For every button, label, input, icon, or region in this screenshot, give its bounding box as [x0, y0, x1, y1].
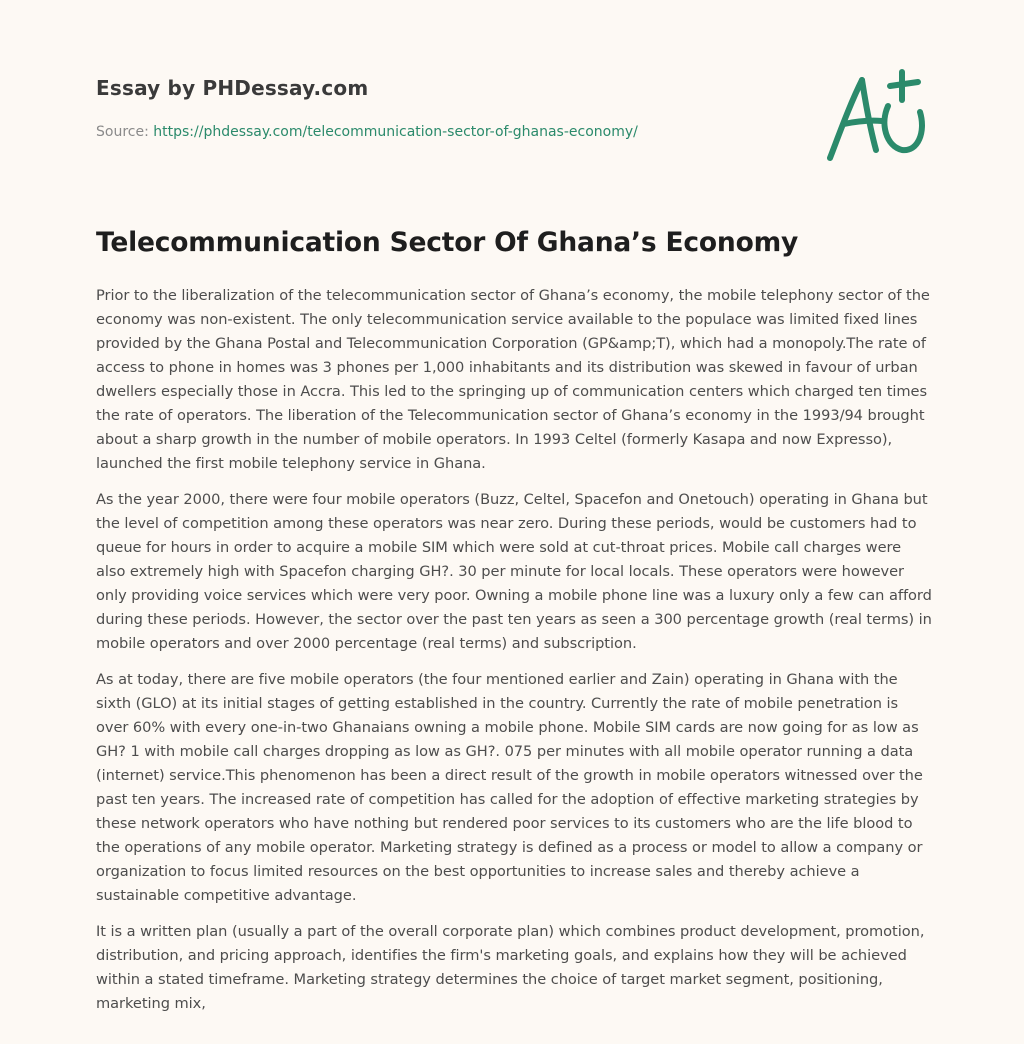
site-title: Essay by PHDessay.com [96, 76, 369, 100]
source-line [96, 124, 638, 140]
paragraph: As the year 2000, there were four mobile operators (Buzz, Celtel, Spacefon and Onetouch) operating in Ghana but the level of competition among these operators was near zero. During these periods, would be customers had to queue for hours in order to acquire a mobile SIM which were sold at cut-throat prices. Mobile call charges were also extremely high with Spacefon charging GH?. 30 per minute for local locals. These operators were however only providing voice services which were very poor. Owning a mobile phone line was a luxury only a few can afford during these periods. However, the sector over the past ten years as seen a 300 percentage growth (real terms) in mobile operators and over 2000 percentage (real terms) and subscription. [96, 491, 932, 652]
source-link[interactable]: https://phdessay.com/telecommunication-sector-of-ghanas-economy/ [153, 124, 638, 140]
article-body [96, 284, 932, 1028]
page-header [96, 0, 928, 200]
paragraph: Prior to the liberalization of the telecommunication sector of Ghana’s economy, the mobile telephony sector of the economy was non-existent. The only telecommunication service available to the populace was limited fixed lines provided by the Ghana Postal and Telecommunication Corporation (GP&amp;T), which had a monopoly.The rate of access to phone in homes was 3 phones per 1,000 inhabitants and its distribution was skewed in favour of urban dwellers especially those in Accra. This led to the springing up of communication centers which charged ten times the rate of operators. The liberation of the Telecommunication sector of Ghana’s economy in the 1993/94 brought about a sharp growth in the number of mobile operators. In 1993 Celtel (formerly Kasapa and now Expresso), launched the first mobile telephony service in Ghana. [96, 287, 930, 472]
paragraph: As at today, there are five mobile operators (the four mentioned earlier and Zain) operating in Ghana with the sixth (GLO) at its initial stages of getting established in the country. Currently the rate of mobile penetration is over 60% with every one-in-two Ghanaians owning a mobile phone. Mobile SIM cards are now going for as low as GH? 1 with mobile call charges dropping as low as GH?. 075 per minutes with all mobile operator running a data (internet) service.This phenomenon has been a direct result of the growth in mobile operators witnessed over the past ten years. The increased rate of competition has called for the adoption of effective marketing strategies by these network operators who have nothing but rendered poor services to its customers who are the life blood to the operations of any mobile operator. Marketing strategy is defined as a process or model to allow a company or organization to focus limited resources on the best opportunities to increase sales and thereby achieve a sustainable competitive advantage. [96, 671, 923, 904]
paragraph: It is a written plan (usually a part of the overall corporate plan) which combines product development, promotion, distribution, and pricing approach, identifies the firm's marketing goals, and explains how they will be achieved within a stated timeframe. Marketing strategy determines the choice of target market segment, positioning, marketing mix, [96, 923, 925, 1012]
a-plus-logo-icon [822, 66, 932, 166]
source-label: Source: [96, 124, 149, 140]
article-title: Telecommunication Sector Of Ghana’s Economy [96, 227, 799, 258]
